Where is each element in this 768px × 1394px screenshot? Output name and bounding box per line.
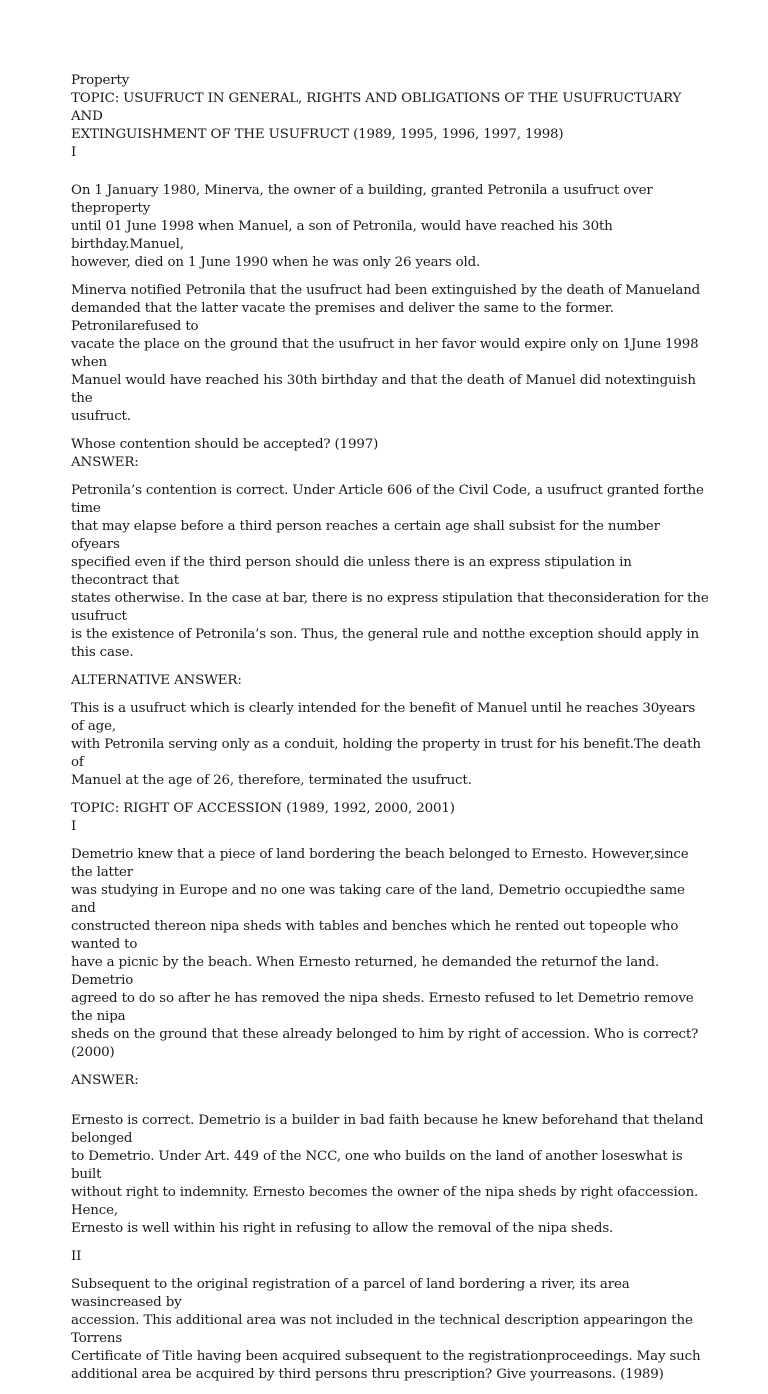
- text-line: Certificate of Title having been acquired subsequent to the registrationproceedings. May such: [71, 1349, 701, 1364]
- text-line: On 1 January 1980, Minerva, the owner of a building, granted Petronila a usufruct over theproperty: [71, 183, 653, 216]
- topic2-roman-numeral-1: I: [71, 819, 77, 834]
- text-line: Demetrio knew that a piece of land bordering the beach belonged to Ernesto. However,since the latter: [71, 847, 689, 880]
- text-line: that may elapse before a third person reaches a certain age shall subsist for the number ofyears: [71, 519, 660, 552]
- subject-heading: Property: [71, 73, 130, 88]
- q1-answer-label: ANSWER:: [71, 455, 139, 470]
- text-line: agreed to do so after he has removed the nipa sheds. Ernesto refused to let Demetrio remove the nipa: [71, 991, 694, 1024]
- text-line: demanded that the latter vacate the premises and deliver the same to the former. Petronilarefused to: [71, 301, 614, 334]
- text-line: Ernesto is correct. Demetrio is a builder in bad faith because he knew beforehand that theland belonged: [71, 1113, 704, 1146]
- text-line: constructed thereon nipa sheds with tables and benches which he rented out topeople who wanted to: [71, 919, 679, 952]
- text-line: additional area be acquired by third persons thru prescription? Give yourreasons. (1989): [71, 1367, 664, 1382]
- topic2-answer-label: ANSWER:: [71, 1073, 139, 1088]
- q1-alt-answer-label: ALTERNATIVE ANSWER:: [71, 673, 242, 688]
- text-line: however, died on 1 June 1990 when he was only 26 years old.: [71, 255, 481, 270]
- text-line: Manuel would have reached his 30th birthday and that the death of Manuel did notextinguish the: [71, 373, 696, 406]
- topic2-q1-paragraph: [71, 846, 711, 1062]
- text-line: Minerva notified Petronila that the usufruct had been extinguished by the death of Manueland: [71, 283, 701, 298]
- text-line: until 01 June 1998 when Manuel, a son of Petronila, would have reached his 30th birthday.Manuel,: [71, 219, 613, 252]
- text-line: without right to indemnity. Ernesto becomes the owner of the nipa sheds by right ofaccession. Hence,: [71, 1185, 699, 1218]
- q1-answer-paragraph: [71, 482, 711, 662]
- topic1-title-line2: AND: [71, 109, 103, 124]
- text-line: states otherwise. In the case at bar, there is no express stipulation that theconsideration for the usufruct: [71, 591, 709, 624]
- text-line: This is a usufruct which is clearly intended for the benefit of Manuel until he reaches 30years of age,: [71, 701, 696, 734]
- text-line: with Petronila serving only as a conduit, holding the property in trust for his benefit.The death of: [71, 737, 701, 770]
- topic1-title-line3: EXTINGUISHMENT OF THE USUFRUCT (1989, 1995, 1996, 1997, 1998): [71, 127, 564, 142]
- text-line: Petronila’s contention is correct. Under Article 606 of the Civil Code, a usufruct granted forthe time: [71, 483, 704, 516]
- q1-alt-answer-paragraph: [71, 700, 711, 790]
- text-line: sheds on the ground that these already belonged to him by right of accession. Who is correct? (2000): [71, 1027, 699, 1060]
- topic1-roman-numeral: I: [71, 145, 77, 160]
- text-line: usufruct.: [71, 409, 131, 424]
- text-line: have a picnic by the beach. When Ernesto returned, he demanded the returnof the land. Demetrio: [71, 955, 660, 988]
- topic2-roman-2-block: [71, 1248, 711, 1266]
- text-line: to Demetrio. Under Art. 449 of the NCC, one who builds on the land of another loseswhat is built: [71, 1149, 683, 1182]
- text-line: accession. This additional area was not included in the technical description appearingon the Torrens: [71, 1313, 693, 1346]
- text-line: was studying in Europe and no one was taking care of the land, Demetrio occupiedthe same and: [71, 883, 685, 916]
- text-line: specified even if the third person should die unless there is an express stipulation in thecontract that: [71, 555, 632, 588]
- topic2-q2-paragraph: [71, 1276, 711, 1384]
- q1-alt-answer-label-block: [71, 672, 711, 690]
- topic2-roman-numeral-2: II: [71, 1249, 82, 1264]
- q1-question-block: [71, 436, 711, 472]
- topic2-title: TOPIC: RIGHT OF ACCESSION (1989, 1992, 2000, 2001): [71, 801, 455, 816]
- topic2-heading-block: [71, 800, 711, 836]
- topic2-answer-label-block: [71, 1072, 711, 1090]
- topic1-title-line1: TOPIC: USUFRUCT IN GENERAL, RIGHTS AND OBLIGATIONS OF THE USUFRUCTUARY: [71, 91, 682, 106]
- q1-facts-paragraph-1: [71, 182, 711, 272]
- q1-facts-paragraph-2: [71, 282, 711, 426]
- text-line: is the existence of Petronila’s son. Thus, the general rule and notthe exception should apply in this case.: [71, 627, 699, 660]
- text-line: vacate the place on the ground that the usufruct in her favor would expire only on 1June 1998 when: [71, 337, 699, 370]
- q1-question: Whose contention should be accepted? (1997): [71, 437, 379, 452]
- text-line: Subsequent to the original registration of a parcel of land bordering a river, its area wasincreased by: [71, 1277, 630, 1310]
- text-line: Manuel at the age of 26, therefore, terminated the usufruct.: [71, 773, 472, 788]
- topic2-answer-paragraph: [71, 1112, 711, 1238]
- document-page: [71, 72, 711, 1394]
- text-line: Ernesto is well within his right in refusing to allow the removal of the nipa sheds.: [71, 1221, 614, 1236]
